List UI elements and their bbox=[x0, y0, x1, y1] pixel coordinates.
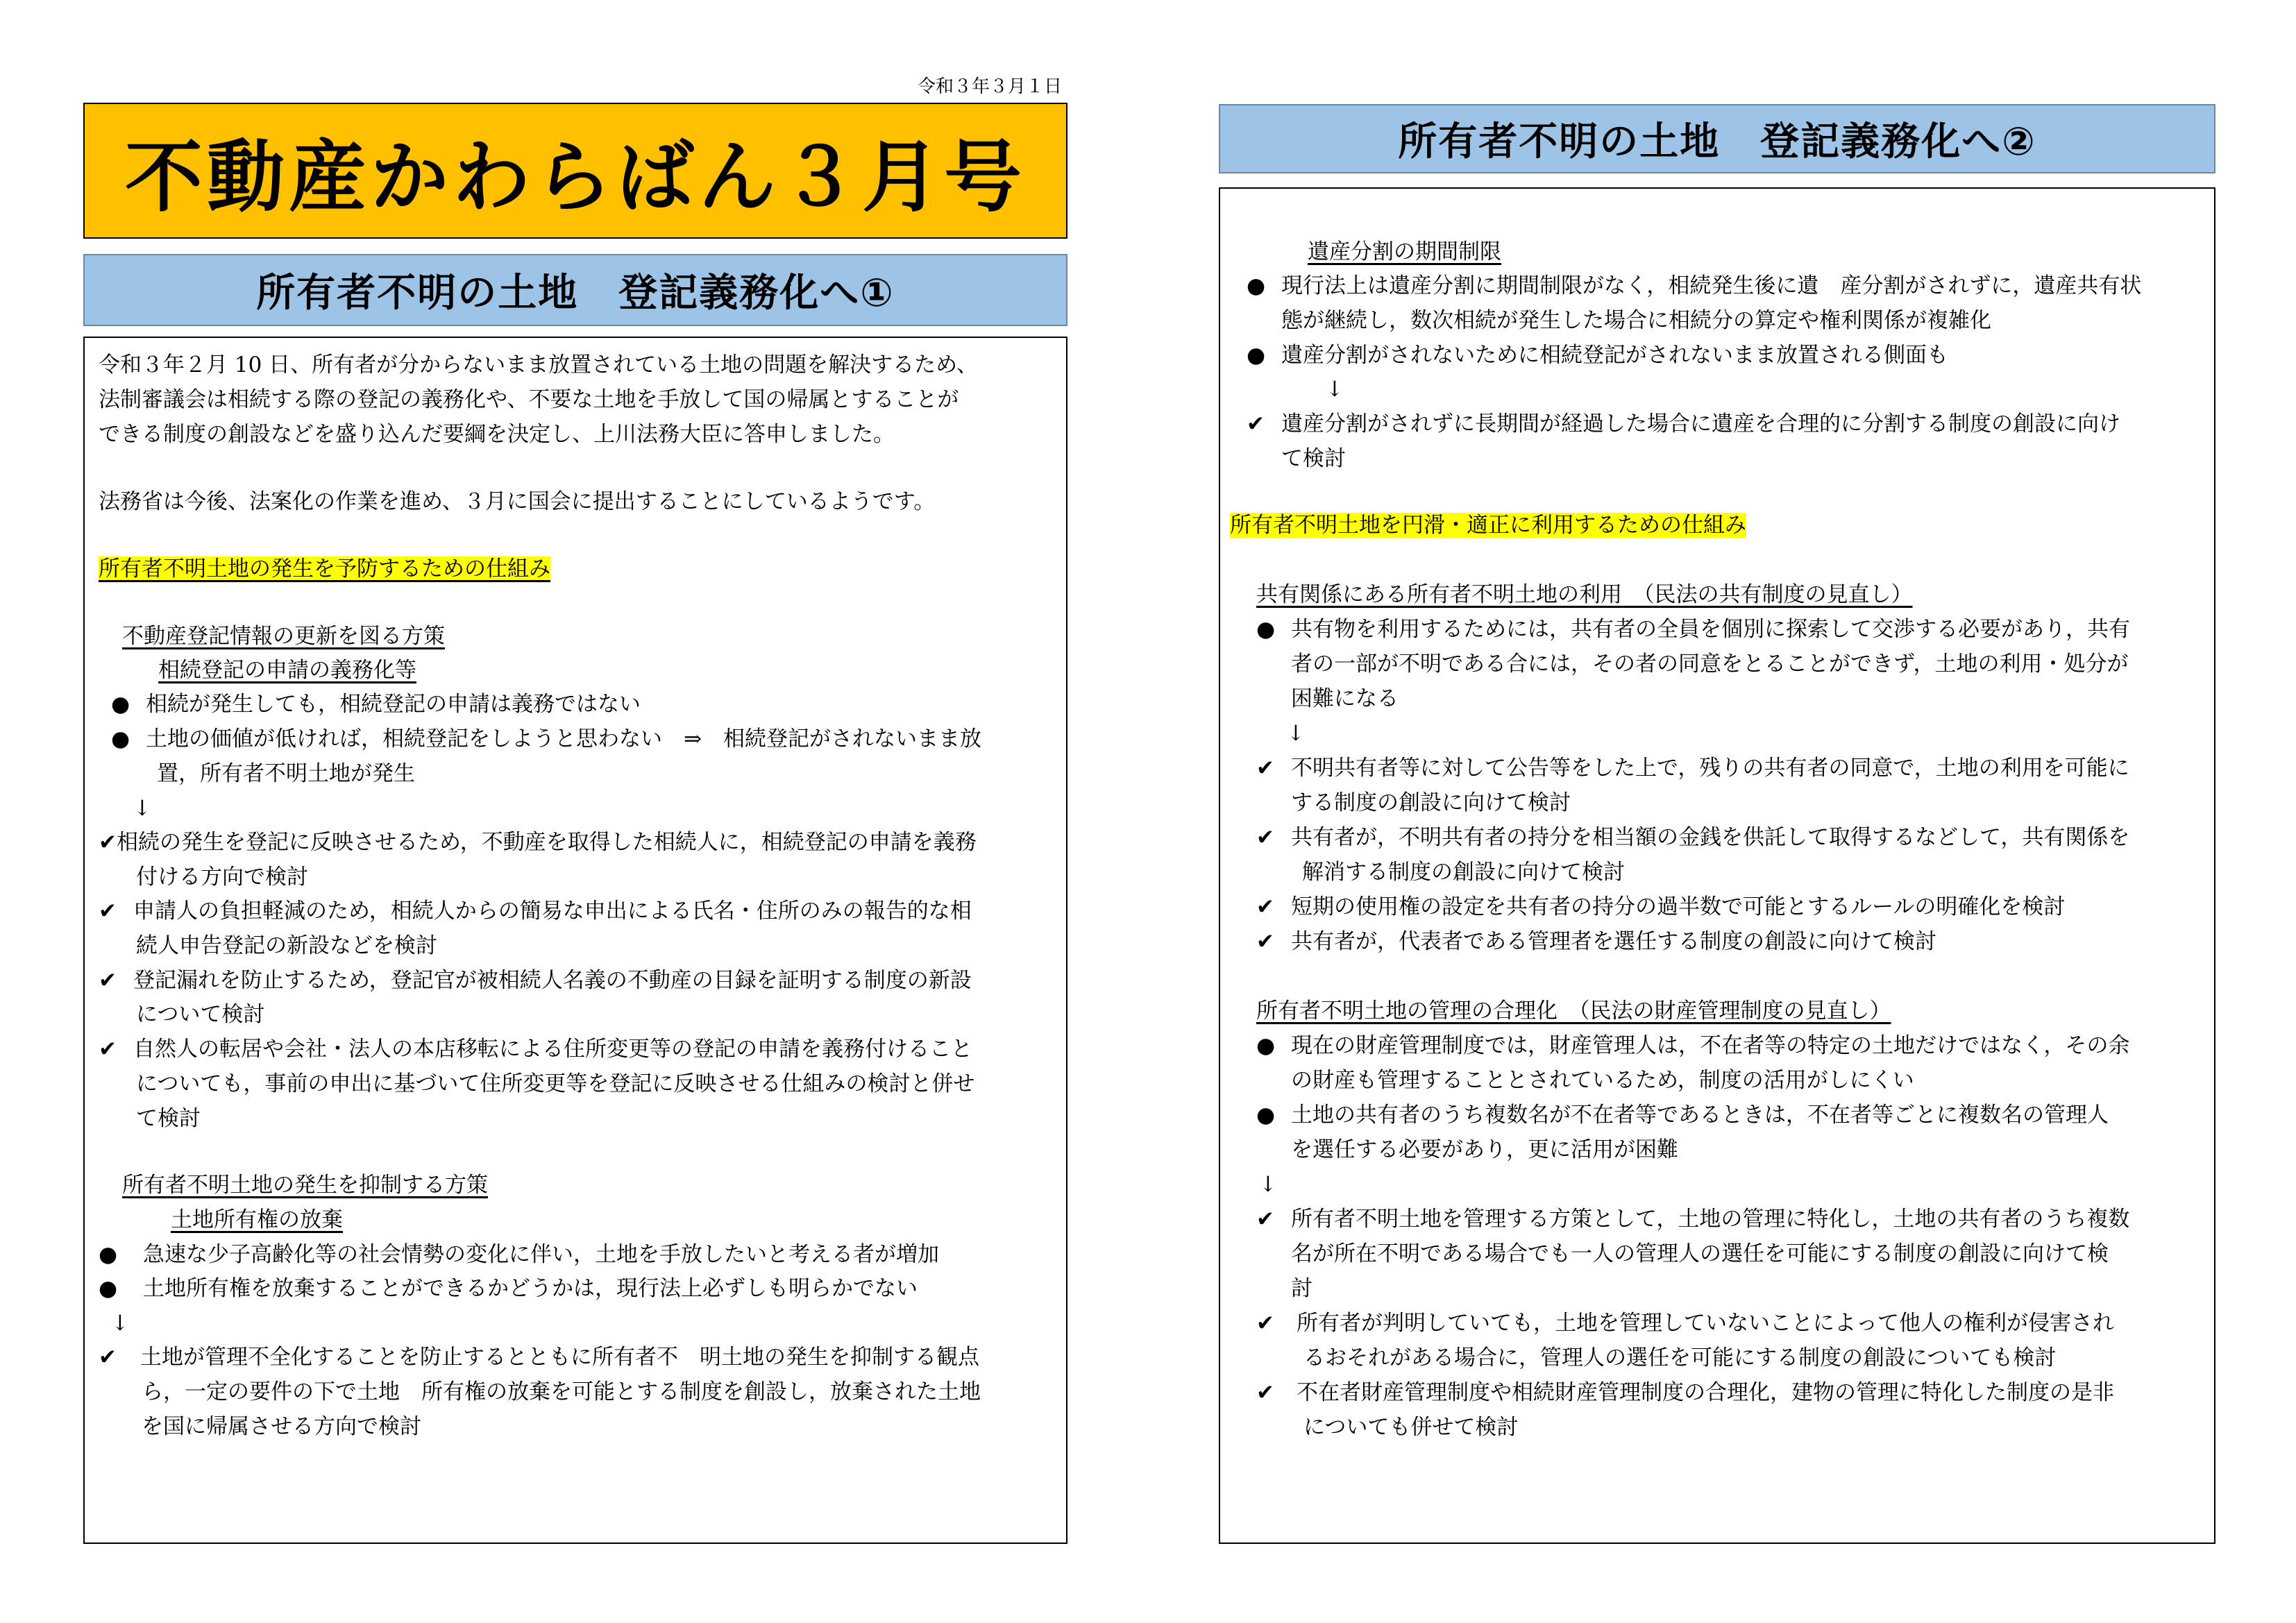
bullet-item-cont: の財産も管理することとされているため，制度の活用がしにくい bbox=[1291, 1068, 1914, 1093]
check-item-cont: るおそれがある場合に，管理人の選任を可能にする制度の創設についても検討 bbox=[1303, 1345, 2057, 1370]
bullet-icon: ● bbox=[111, 726, 130, 751]
bullet-icon: ● bbox=[1247, 273, 1266, 298]
check-item: ✔ 共有者が，不明共有者の持分を相当額の金銭を供託して取得するなどして，共有関係を bbox=[1256, 820, 2129, 855]
subheading: 土地所有権の放棄 bbox=[171, 1207, 343, 1232]
bullet-item: ● 急速な少子高齢化等の社会情勢の変化に伴い，土地を手放したいと考える者が増加 bbox=[99, 1237, 939, 1272]
intro-line: 令和３年２月 10 日、所有者が分からないまま放置されている土地の問題を解決するため、 bbox=[99, 352, 978, 377]
check-item-cont: についても併せて検討 bbox=[1303, 1415, 1519, 1440]
subheading: 所有者不明土地の管理の合理化 （民法の財産管理制度の見直し） bbox=[1256, 999, 1891, 1023]
check-item: ✔相続の発生を登記に反映させるため，不動産を取得した相続人に，相続登記の申請を義務 bbox=[99, 830, 977, 855]
subheading: 相続登記の申請の義務化等 bbox=[158, 658, 416, 683]
bullet-item: ● 土地の共有者のうち複数名が不在者等であるときは，不在者等ごとに複数名の管理人 bbox=[1256, 1098, 2109, 1132]
section-heading-prevention: 所有者不明土地の発生を予防するための仕組み bbox=[99, 556, 550, 581]
check-item-cont: する制度の創設に向けて検討 bbox=[1291, 790, 1571, 815]
check-item-cont: ら，一定の要件の下で土地 所有権の放棄を可能とする制度を創設し，放棄された土地 bbox=[142, 1379, 981, 1404]
bullet-item: ● 土地所有権を放棄することができるかどうかは，現行法上必ずしも明らかでない bbox=[99, 1271, 918, 1306]
check-item-cont: 続人申告登記の新設などを検討 bbox=[136, 933, 437, 958]
bullet-icon: ● bbox=[1256, 1103, 1276, 1128]
check-item-cont: について検討 bbox=[136, 1002, 265, 1027]
newsletter-title: 不動産かわらばん３月号 bbox=[125, 132, 1026, 223]
check-item-cont: についても，事前の申出に基づいて住所変更等を登記に反映させる仕組みの検討と併せ bbox=[136, 1071, 975, 1096]
check-item: ✔ 共有者が，代表者である管理者を選任する制度の創設に向けて検討 bbox=[1256, 924, 1936, 959]
right-content-box bbox=[1219, 187, 2215, 1544]
bullet-item: ● 共有物を利用するためには，共有者の全員を個別に探索して交渉する必要があり，共有 bbox=[1256, 612, 2130, 647]
left-section-header bbox=[83, 254, 1067, 326]
check-icon: ✔ bbox=[1256, 756, 1274, 781]
check-icon: ✔ bbox=[1256, 929, 1274, 954]
check-icon: ✔ bbox=[1247, 411, 1265, 436]
check-item-cont: て検討 bbox=[1281, 446, 1346, 471]
bullet-item-cont: 態が継続し，数次相続が発生した場合に相続分の算定や権利関係が複雑化 bbox=[1281, 308, 1991, 333]
check-item: ✔ 短期の使用権の設定を共有者の持分の過半数で可能とするルールの明確化を検討 bbox=[1256, 890, 2065, 924]
check-item: ✔ 所有者が判明していても，土地を管理していないことによって他人の権利が侵害され bbox=[1256, 1306, 2114, 1341]
bullet-item: ● 現在の財産管理制度では，財産管理人は，不在者等の特定の土地だけではなく，その余 bbox=[1256, 1028, 2129, 1063]
check-item: ✔ 不在者財産管理制度や相続財産管理制度の合理化，建物の管理に特化した制度の是非 bbox=[1256, 1375, 2114, 1410]
intro-line: 法務省は今後、法案化の作業を進め、３月に国会に提出することにしているようです。 bbox=[99, 489, 936, 514]
bullet-icon: ● bbox=[1247, 343, 1266, 368]
bullet-item: ● 現行法上は遺産分割に期間制限がなく，相続発生後に遺 産分割がされずに，遺産共有状 bbox=[1247, 269, 2141, 303]
check-item: ✔ 申請人の負担軽減のため，相続人からの簡易な申出による氏名・住所のみの報告的な相 bbox=[99, 894, 972, 928]
right-section-header-text: 所有者不明の土地 登記義務化へ② bbox=[1398, 119, 2036, 164]
bullet-icon: ● bbox=[99, 1276, 118, 1301]
check-item: ✔ 遺産分割がされずに長期間が経過した場合に遺産を合理的に分割する制度の創設に向け bbox=[1247, 407, 2120, 441]
check-item-cont: 名が所在不明である場合でも一人の管理人の選任を可能にする制度の創設に向けて検 bbox=[1291, 1241, 2109, 1266]
check-item-cont: て検討 bbox=[136, 1106, 201, 1131]
check-item: ✔ 自然人の転居や会社・法人の本店移転による住所変更等の登記の申請を義務付けること bbox=[99, 1032, 972, 1067]
check-icon: ✔ bbox=[1256, 1311, 1274, 1336]
bullet-icon: ● bbox=[1256, 1033, 1276, 1058]
arrow-down-icon: ↓ bbox=[1326, 377, 1344, 402]
newsletter-title-banner bbox=[83, 103, 1067, 239]
issue-date: 令和３年３月１日 bbox=[917, 76, 1062, 97]
subheading: 共有関係にある所有者不明土地の利用 （民法の共有制度の見直し） bbox=[1256, 582, 1913, 607]
check-icon: ✔ bbox=[1256, 825, 1274, 850]
right-section-header bbox=[1219, 104, 2215, 173]
check-item-cont: 討 bbox=[1291, 1276, 1312, 1301]
check-icon: ✔ bbox=[1256, 1380, 1274, 1405]
section-heading-utilization: 所有者不明土地を円滑・適正に利用するための仕組み bbox=[1230, 513, 1746, 538]
check-item: ✔ 不明共有者等に対して公告等をした上で，残りの共有者の同意で，土地の利用を可能に bbox=[1256, 751, 2129, 785]
bullet-icon: ● bbox=[99, 1242, 118, 1267]
check-icon: ✔ bbox=[99, 899, 117, 924]
arrow-down-icon: ↓ bbox=[133, 796, 151, 821]
subheading: 不動産登記情報の更新を図る方策 bbox=[122, 624, 445, 649]
left-content-box bbox=[83, 337, 1067, 1544]
check-item-cont: を国に帰属させる方向で検討 bbox=[142, 1414, 421, 1439]
bullet-icon: ● bbox=[111, 692, 130, 717]
check-icon: ✔ bbox=[99, 830, 117, 855]
arrow-down-icon: ↓ bbox=[1259, 1172, 1277, 1197]
bullet-item: ● 土地の価値が低ければ，相続登記をしようと思わない ⇒ 相続登記がされないまま放 bbox=[111, 722, 981, 756]
check-item: ✔ 土地が管理不全化することを防止するとともに所有者不 明土地の発生を抑制する観点 bbox=[99, 1340, 979, 1375]
bullet-item: ● 相続が発生しても，相続登記の申請は義務ではない bbox=[111, 687, 641, 722]
arrow-down-icon: ↓ bbox=[111, 1311, 129, 1336]
check-icon: ✔ bbox=[99, 1345, 117, 1370]
bullet-icon: ● bbox=[1256, 617, 1276, 642]
check-icon: ✔ bbox=[99, 968, 117, 993]
check-item-cont: 解消する制度の創設に向けて検討 bbox=[1302, 860, 1625, 885]
check-item: ✔ 登記漏れを防止するため，登記官が被相続人名義の不動産の目録を証明する制度の新設 bbox=[99, 963, 972, 998]
intro-line: できる制度の創設などを盛り込んだ要綱を決定し、上川法務大臣に答申しました。 bbox=[99, 422, 895, 447]
check-icon: ✔ bbox=[99, 1037, 117, 1062]
arrow-down-icon: ↓ bbox=[1287, 721, 1305, 746]
subheading: 所有者不明土地の発生を抑制する方策 bbox=[122, 1173, 488, 1198]
bullet-item-cont: 者の一部が不明である合には，その者の同意をとることができず，土地の利用・処分が bbox=[1291, 652, 2129, 677]
bullet-item-cont: を選任する必要があり，更に活用が困難 bbox=[1291, 1137, 1678, 1162]
subheading: 遺産分割の期間制限 bbox=[1308, 239, 1501, 264]
bullet-item: ● 遺産分割がされないために相続登記がされないまま放置される側面も bbox=[1247, 338, 1948, 373]
intro-line: 法制審議会は相続する際の登記の義務化や、不要な土地を手放して国の帰属とすることが bbox=[99, 387, 959, 412]
check-icon: ✔ bbox=[1256, 1207, 1274, 1232]
bullet-item-cont: 置，所有者不明土地が発生 bbox=[157, 761, 415, 786]
check-item-cont: 付ける方向で検討 bbox=[136, 865, 308, 890]
check-icon: ✔ bbox=[1256, 894, 1274, 919]
left-section-header-text: 所有者不明の土地 登記義務化へ① bbox=[256, 271, 895, 316]
check-item: ✔ 所有者不明土地を管理する方策として，土地の管理に特化し，土地の共有者のうち複数 bbox=[1256, 1202, 2129, 1237]
bullet-item-cont: 困難になる bbox=[1291, 686, 1399, 711]
